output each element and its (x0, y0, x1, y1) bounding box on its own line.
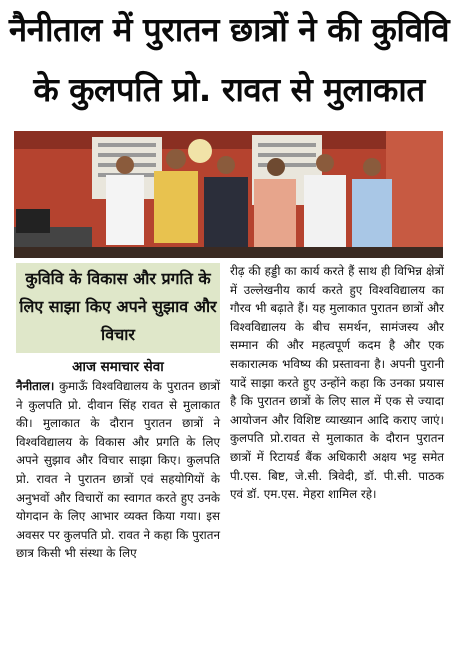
byline: आज समाचार सेवा (72, 359, 164, 375)
article-text-left: कुमाऊँ विश्वविद्यालय के पुरातन छात्रों ने कुलपति प्रो. दीवान सिंह रावत से मुलाकात की। मुलाकात के दौरान पुरातन छात्रों ने विश्वविद्यालय के विकास और प्रगति के लिए अपने सुझाव और विचार साझा किए। कुलपति प्रो. रावत ने पुरातन छात्रों एवं सहयोगियों के अनुभवों और विचारों का स्वागत करते हुए उनके योगदान के लिए आभार व्यक्त किया गया। इस अवसर पर कुलपति प्रो. रावत ने कहा कि पुरातन छात्र किसी भी संस्था के लिए (16, 379, 221, 561)
group-photo-icon (14, 131, 443, 258)
headline-line-2: के कुलपति प्रो. रावत से मुलाकात (33, 70, 425, 109)
group-photo (14, 131, 443, 258)
headline (0, 0, 458, 128)
article-text-right: रीढ़ की हड्डी का कार्य करते हैं साथ ही विभिन्न क्षेत्रों में उल्लेखनीय कार्य करते हुए विश्वविद्यालय का गौरव भी बढ़ाते हैं। यह मुलाकात पुरातन छात्रों और विश्वविद्यालय के बीच समर्थन, सामंजस्य और सम्मान की और महत्वपूर्ण कदम है और एक सकारात्मक भविष्य की प्रस्तावना है। अपनी पुरानी यादें साझा करते हुए उन्होंने कहा कि उनका प्रयास है कि पुरातन छात्रों के लिए साल में एक से ज्यादा आयोजन और विशिष्ट व्याख्यान आदि कराए जाएं। कुलपति प्रो.रावत से मुलाकात के दौरान पुरातन छात्रों में रिटायर्ड बैंक अधिकारी अक्षय भट्ट समेत पी.एस. बिष्ट, जे.सी. त्रिवेदी, डॉ. पी.सी. पाठक एवं डॉ. एम.एस. मेहरा शामिल रहे। (230, 264, 444, 502)
dateline: नैनीताल। (16, 379, 55, 393)
headline-line-1: नैनीताल में पुरातन छात्रों ने की कुविवि (8, 10, 450, 49)
subheadline-box: कुविवि के विकास और प्रगति के लिए साझा किए अपने सुझाव और विचार (16, 263, 220, 353)
article-column-left (16, 377, 220, 563)
article-column-right (230, 262, 444, 504)
